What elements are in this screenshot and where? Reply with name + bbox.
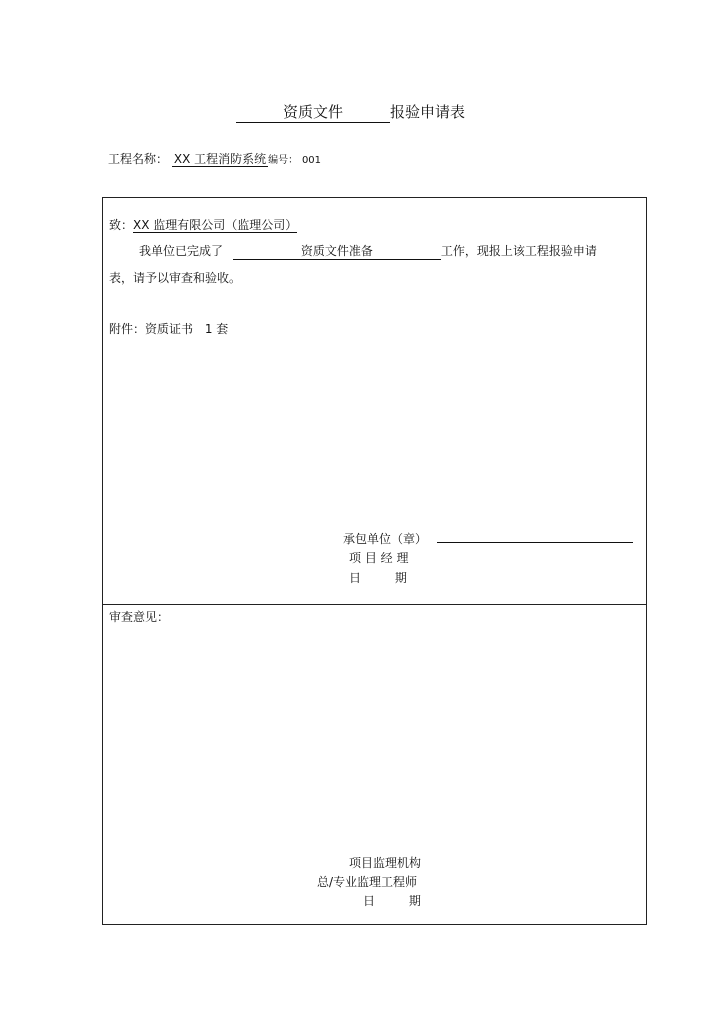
project-meta bbox=[108, 150, 321, 167]
supervising-engineer-label: 总/专业监理工程师 bbox=[317, 875, 418, 889]
document-title bbox=[236, 101, 465, 123]
number-label: 编号： bbox=[268, 155, 299, 166]
application-date-label: 日 期 bbox=[349, 571, 407, 585]
project-name-value: XX 工程消防系统 bbox=[173, 152, 267, 166]
completion-suffix: 工作，现报上该工程报验申请 bbox=[440, 244, 597, 258]
section-divider bbox=[103, 604, 646, 605]
form-table bbox=[102, 197, 647, 925]
attachment-value: 资质证书 bbox=[145, 322, 194, 336]
title-filled-field: 资质文件 bbox=[236, 101, 390, 123]
work-item-field: 资质文件准备 bbox=[233, 242, 441, 260]
title-suffix: 报验申请表 bbox=[390, 103, 466, 121]
contractor-label: 承包单位（章） bbox=[343, 532, 428, 546]
contractor-seal-field bbox=[437, 542, 633, 543]
attachment-line bbox=[109, 320, 228, 337]
project-manager-label: 项 目 经 理 bbox=[349, 551, 409, 565]
attachment-count: 1 套 bbox=[204, 322, 229, 336]
addressee-line bbox=[109, 216, 297, 233]
addressee-value: XX 监理有限公司（监理公司） bbox=[133, 218, 298, 232]
supervision-org-label: 项目监理机构 bbox=[349, 856, 422, 870]
project-name-label: 工程名称： bbox=[108, 152, 169, 166]
request-line: 表，请予以审查和验收。 bbox=[109, 271, 242, 285]
addressee-label: 致： bbox=[109, 218, 134, 232]
completion-prefix: 我单位已完成了 bbox=[139, 244, 224, 258]
number-value: 001 bbox=[301, 155, 322, 166]
review-date-label: 日 期 bbox=[363, 894, 421, 908]
attachment-label: 附件： bbox=[109, 322, 146, 336]
contractor-signature-line bbox=[343, 530, 633, 547]
review-opinion-label: 审查意见： bbox=[109, 610, 170, 624]
completion-line bbox=[139, 242, 597, 260]
